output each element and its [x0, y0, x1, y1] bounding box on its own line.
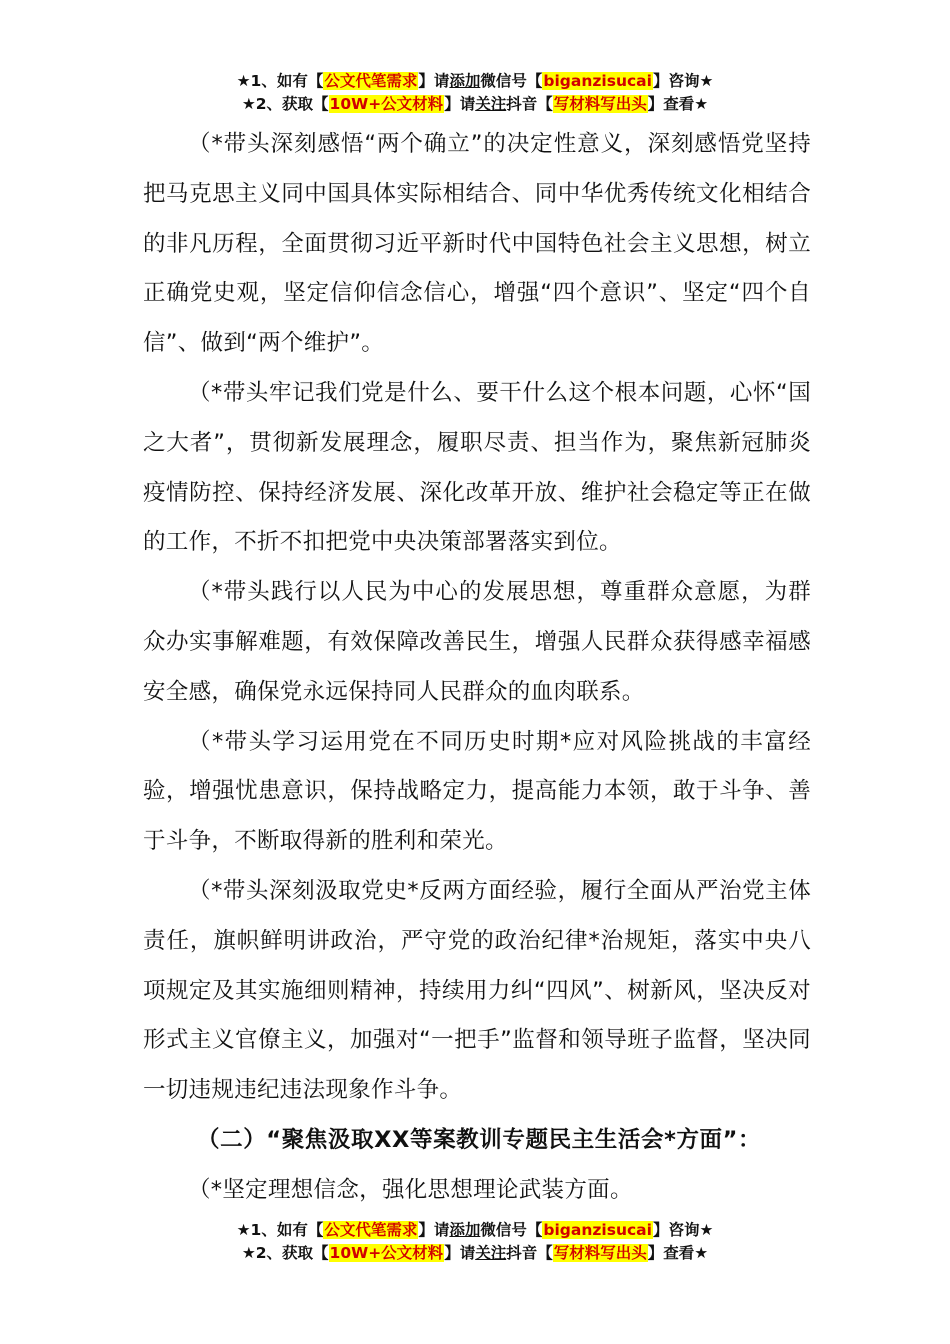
section-heading: （二）“聚焦汲取XX等案教训专题民主生活会*方面”：: [197, 1126, 762, 1153]
promo-text: 微信号【: [480, 72, 543, 90]
promo-text: 微信号【: [480, 1221, 543, 1239]
promo-text: 】请: [444, 1244, 476, 1262]
body-paragraph: （*带头深刻汲取党史*反两方面经验，履行全面从严治党主体责任，旗帜鲜明讲政治，严守党的政治纪律*治规矩，落实中央八项规定及其实施细则精神，持续用力纠“四风”、树新风，坚决反对形式主义官僚主义，加强对“一把手”监督和领导班子监督，坚决同一切违规违纪违法现象作斗争。: [143, 877, 811, 1104]
promo-banner-top: [0, 70, 950, 116]
promo-text: ★2、获取【: [241, 1244, 329, 1262]
body-paragraph: （*带头牢记我们党是什么、要干什么这个根本问题，心怀“国之大者”，贯彻新发展理念，履职尽责、担当作为，聚焦新冠肺炎疫情防控、保持经济发展、深化改革开放、维护社会稳定等正在做的工作，不折不扣把党中央决策部署落实到位。: [143, 379, 811, 556]
promo-text: 】请: [418, 1221, 450, 1239]
promo-highlight: 写材料写出头: [553, 95, 647, 113]
promo-underline: 添加: [449, 72, 481, 90]
promo-text: 】查看★: [647, 1244, 709, 1262]
promo-line-2: [0, 93, 950, 116]
promo-text: 】请: [418, 72, 450, 90]
body-paragraph: （*带头学习运用党在不同历史时期*应对风险挑战的丰富经验，增强忧患意识，保持战略定力，提高能力本领，敢于斗争、善于斗争，不断取得新的胜利和荣光。: [143, 728, 811, 855]
promo-underline: 关注: [475, 95, 507, 113]
promo-underline: 添加: [449, 1221, 481, 1239]
promo-text: 】咨询★: [652, 72, 714, 90]
promo-text: ★1、如有【: [236, 72, 324, 90]
promo-highlight: 10W+公文材料: [329, 1244, 444, 1262]
document-body: [143, 120, 811, 1216]
promo-text: 抖音【: [506, 1244, 553, 1262]
promo-text: 】查看★: [647, 95, 709, 113]
promo-text: ★1、如有【: [236, 1221, 324, 1239]
promo-highlight: 公文代笔需求: [324, 1221, 418, 1239]
promo-highlight: 公文代笔需求: [324, 72, 418, 90]
promo-highlight: 写材料写出头: [553, 1244, 647, 1262]
promo-highlight: biganzisucai: [543, 1221, 652, 1239]
promo-text: 】咨询★: [652, 1221, 714, 1239]
promo-text: ★2、获取【: [241, 95, 329, 113]
promo-text: 抖音【: [506, 95, 553, 113]
promo-banner-bottom: [0, 1219, 950, 1265]
body-paragraph: （*带头践行以人民为中心的发展思想，尊重群众意愿，为群众办实事解难题，有效保障改善民生，增强人民群众获得感幸福感安全感，确保党永远保持同人民群众的血肉联系。: [143, 579, 811, 705]
body-paragraph: （*坚定理想信念，强化思想理论武装方面。: [188, 1176, 633, 1203]
body-paragraph: （*带头深刻感悟“两个确立”的决定性意义，深刻感悟党坚持把马克思主义同中国具体实际相结合、同中华优秀传统文化相结合的非凡历程，全面贯彻习近平新时代中国特色社会主义思想，树立正确党史观，坚定信仰信念信心，增强“四个意识”、坚定“四个自信”、做到“两个维护”。: [143, 131, 811, 357]
promo-line-2: [0, 1242, 950, 1265]
promo-underline: 关注: [475, 1244, 507, 1262]
promo-highlight: biganzisucai: [543, 72, 652, 90]
promo-text: 】请: [444, 95, 476, 113]
promo-line-1: [0, 1219, 950, 1242]
promo-line-1: [0, 70, 950, 93]
promo-highlight: 10W+公文材料: [329, 95, 444, 113]
